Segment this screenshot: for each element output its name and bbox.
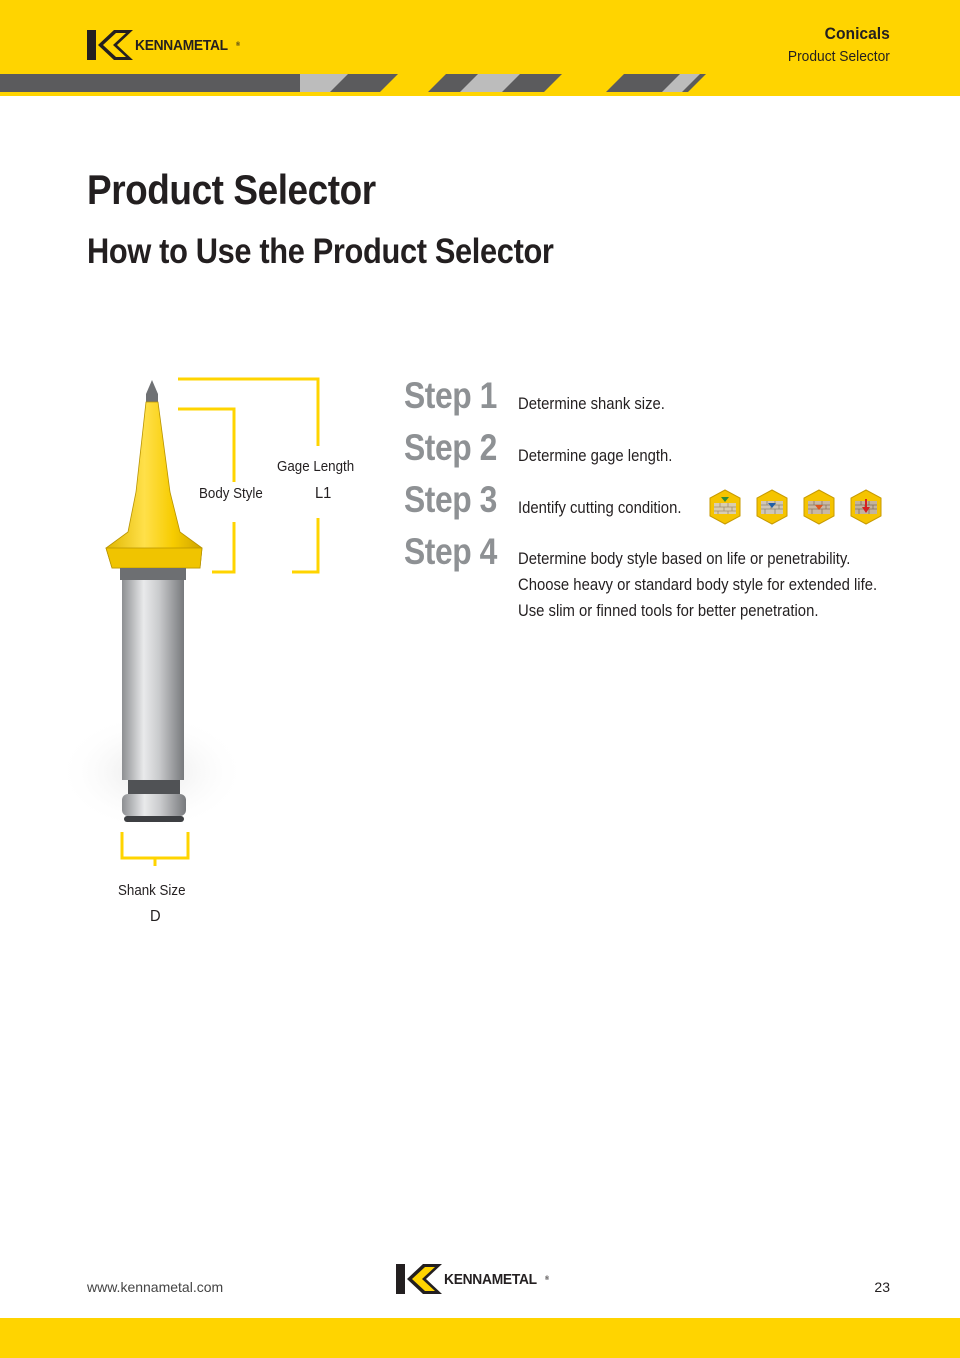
header-section-subtitle: Product Selector — [787, 48, 890, 65]
cutting-condition-icon-3 — [802, 489, 836, 525]
header-section-title: Conicals — [824, 24, 890, 43]
step-4-line-2: Choose heavy or standard body style for extended life. — [518, 576, 878, 594]
body-style-label: Body Style — [199, 486, 263, 502]
shank-size-label: Shank Size — [118, 883, 186, 899]
cutting-condition-icon-2 — [755, 489, 789, 525]
logo-wordmark: KENNAMETAL — [135, 36, 228, 54]
kennametal-logo: KENNAMETAL ® — [87, 30, 240, 60]
kennametal-k-icon — [396, 1264, 442, 1294]
step-2-label: Step 2 — [404, 427, 497, 468]
tool-shank — [122, 580, 184, 780]
shank-size-symbol: D — [150, 908, 161, 925]
step-1-label: Step 1 — [404, 375, 497, 416]
kennametal-k-icon — [87, 30, 133, 60]
gage-length-label: Gage Length — [277, 459, 355, 475]
gage-length-symbol: L1 — [315, 485, 332, 502]
page-title: Product Selector — [87, 166, 376, 213]
step-4-line-3: Use slim or finned tools for better penetration. — [518, 602, 819, 620]
step-3-label: Step 3 — [404, 479, 497, 520]
footer-band — [0, 1318, 960, 1358]
step-3-text: Identify cutting condition. — [518, 499, 682, 517]
tool-body — [106, 402, 202, 568]
footer-logo-wordmark: KENNAMETAL — [444, 1270, 537, 1288]
cutting-condition-icon-4 — [849, 489, 883, 525]
page-number: 23 — [874, 1279, 890, 1295]
conical-tool-diagram — [52, 372, 372, 932]
cutting-condition-icon-1 — [708, 489, 742, 525]
shank-size-bracket — [122, 832, 188, 858]
header-band — [0, 0, 960, 96]
header-hazard-stripe — [0, 74, 960, 92]
step-4-label: Step 4 — [404, 531, 497, 572]
step-1-text: Determine shank size. — [518, 395, 665, 413]
step-2-text: Determine gage length. — [518, 447, 673, 465]
footer-kennametal-logo: KENNAMETAL ® — [396, 1264, 549, 1294]
step-4-line-1: Determine body style based on life or penetrability. — [518, 550, 851, 568]
page-subtitle: How to Use the Product Selector — [87, 232, 554, 271]
footer-url[interactable]: www.kennametal.com — [87, 1279, 224, 1295]
